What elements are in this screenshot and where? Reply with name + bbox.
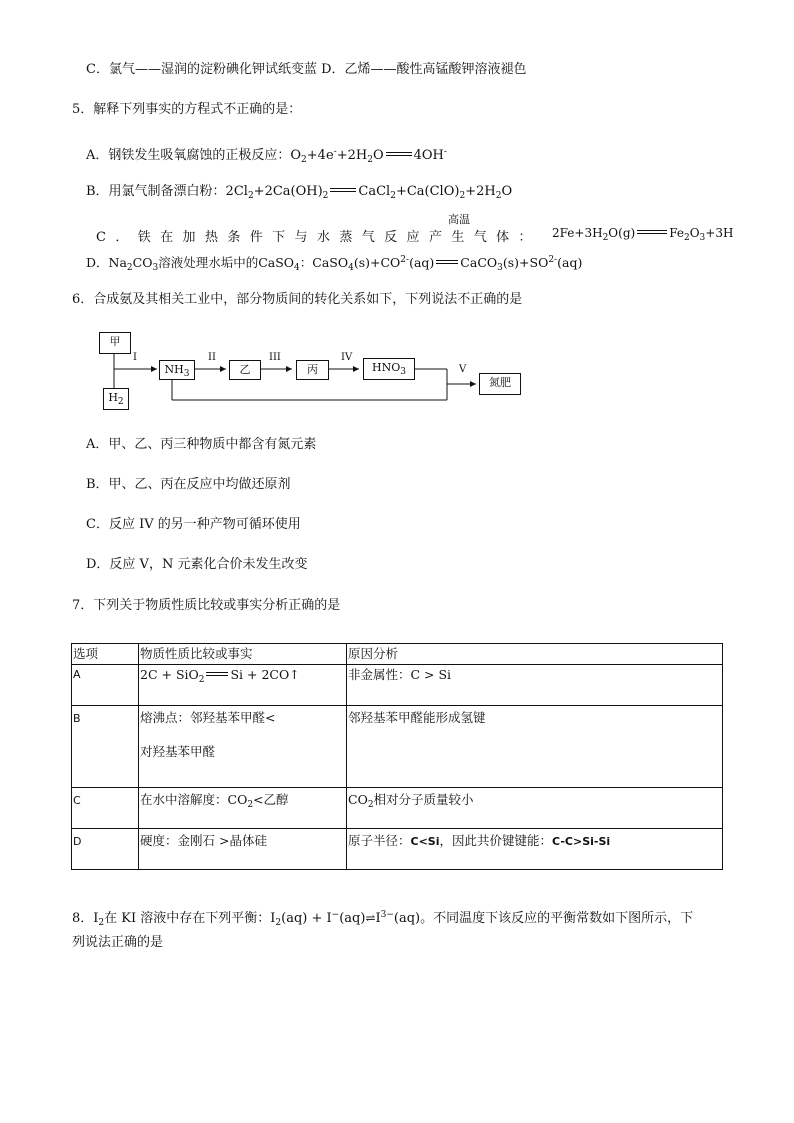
label-reaction-iv: IV — [341, 352, 353, 363]
q7-stem: 7．下列关于物质性质比较或事实分析正确的是 — [72, 598, 341, 613]
row-d-option: D — [72, 829, 139, 870]
box-yi: 乙 — [229, 360, 261, 380]
box-hno3: $HNO_3$ — [363, 358, 415, 380]
row-d-reason: 原子半径：C<Si，因此共价键键能：C-C>Si-Si — [347, 829, 723, 870]
header-option: 选项 — [72, 644, 139, 665]
q5-option-a: A．钢铁发生吸氧腐蚀的正极反应：$O_2+4e^-+2H_2O$ 4OH- — [86, 147, 447, 165]
q6-option-d: D．反应 V，N 元素化合价未发生改变 — [86, 557, 308, 572]
row-b-option: B — [72, 706, 139, 788]
table-row-d — [72, 829, 723, 870]
row-c-fact: 在水中溶解度：$CO_2<$乙醇 — [139, 788, 347, 829]
row-d-fact: 硬度：金刚石 >晶体硅 — [139, 829, 347, 870]
table-row-b — [72, 706, 723, 788]
row-a-fact: 2C + SiO$_2$ Si + 2CO↑ — [139, 665, 347, 706]
row-b-fact — [139, 706, 347, 788]
label-reaction-v: V — [459, 364, 467, 375]
q7-comparison-table — [71, 643, 723, 870]
label-reaction-ii: II — [208, 352, 216, 363]
synthesis-flow-diagram — [95, 326, 535, 412]
row-a-reason: 非金属性：C > Si — [347, 665, 723, 706]
q6-stem: 6．合成氨及其相关工业中，部分物质间的转化关系如下，下列说法不正确的是 — [72, 292, 523, 307]
table-header-row — [72, 644, 723, 665]
box-jia: 甲 — [99, 332, 131, 354]
q6-option-c: C．反应 IV 的另一种产物可循环使用 — [86, 517, 301, 532]
table-row-c — [72, 788, 723, 829]
label-reaction-i: I — [133, 352, 137, 363]
box-bing: 丙 — [296, 360, 329, 380]
q8-stem-line2: 列说法正确的是 — [72, 935, 164, 950]
row-b-reason: 邻羟基苯甲醛能形成氢键 — [347, 706, 723, 788]
table-row-a — [72, 665, 723, 706]
q8-stem-line1: 8．$I_2$在 KI 溶液中存在下列平衡：$I_2(aq)$ + $I^-(aq)\rightleftharpoons I^{3-}(aq)$。不同温度下该反应的平衡常数如下图所示，下 — [72, 910, 694, 928]
q6-option-b: B．甲、乙、丙在反应中均做还原剂 — [86, 477, 291, 492]
header-reason: 原因分析 — [347, 644, 723, 665]
row-b-fact-line2: 对羟基苯甲醛 — [140, 744, 216, 759]
q5-option-c: C．铁在加热条件下与水蒸气反应产生气体： 高温 $2Fe+3H_2O(g)$ $Fe_2O_3+3H$ — [96, 213, 734, 245]
row-a-option: A — [72, 665, 139, 706]
q5-option-d: D．$Na_2CO_3$溶液处理水垢中的CaSO$_4$：$CaSO_4(s)+CO^{2-}(aq)$ $CaCO_3(s)+SO^{2-}(aq)$ — [86, 255, 583, 273]
q5-stem: 5．解释下列事实的方程式不正确的是： — [72, 102, 302, 117]
row-b-fact-line1: 熔沸点：邻羟基苯甲醛< — [140, 710, 276, 725]
q6-option-a: A．甲、乙、丙三种物质中都含有氮元素 — [86, 437, 317, 452]
row-c-option: C — [72, 788, 139, 829]
label-reaction-iii: III — [269, 352, 281, 363]
box-fertilizer: 氮肥 — [479, 373, 521, 395]
q4-options-cd: C．氯气——湿润的淀粉碘化钾试纸变蓝 D．乙烯——酸性高锰酸钾溶液褪色 — [86, 62, 527, 77]
header-fact: 物质性质比较或事实 — [139, 644, 347, 665]
row-c-reason: $CO_2$相对分子质量较小 — [347, 788, 723, 829]
q5-option-b: B．用氯气制备漂白粉：$2Cl_2+2Ca(OH)_2$ $CaCl_2+Ca(ClO)_2+2H_2O$ — [86, 184, 513, 201]
box-h2: $H_2$ — [103, 388, 129, 410]
box-nh3: $NH_3$ — [159, 360, 195, 380]
